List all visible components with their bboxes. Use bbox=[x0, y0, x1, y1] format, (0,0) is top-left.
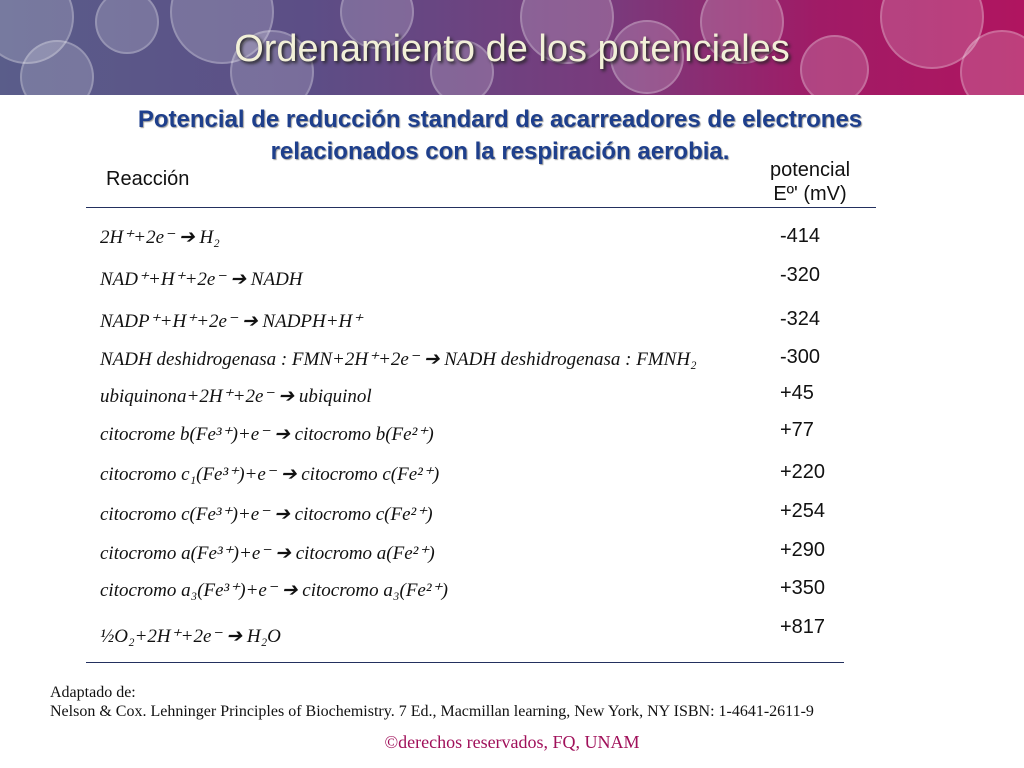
reaction-formula: citocrome b(Fe³⁺)+e⁻ ➔ citocromo b(Fe²⁺) bbox=[100, 424, 434, 445]
reaction-formula: citocromo c(Fe³⁺)+e⁻ ➔ citocromo c(Fe²⁺) bbox=[100, 504, 433, 525]
reaction-formula: NAD⁺+H⁺+2e⁻ ➔ NADH bbox=[100, 269, 303, 290]
column-header-potential bbox=[760, 158, 860, 206]
credit-citation: Nelson & Cox. Lehninger Principles of Biochemistry. 7 Ed., Macmillan learning, New York, NY ISBN: 1-4641-2611-9 bbox=[50, 703, 814, 720]
reaction-formula: ubiquinona+2H⁺+2e⁻ ➔ ubiquinol bbox=[100, 386, 372, 407]
potential-value: -300 bbox=[780, 346, 821, 368]
potential-value: +220 bbox=[780, 461, 826, 483]
table-bottom-rule bbox=[86, 662, 844, 663]
reaction-formula: citocromo a₃(Fe³⁺)+e⁻ ➔ citocromo a₃(Fe²⁺) bbox=[100, 580, 448, 601]
column-header-reaction: Reacción bbox=[106, 168, 190, 190]
column-header-potential-line-2: Eº' (mV) bbox=[773, 183, 847, 205]
potential-value: +290 bbox=[780, 539, 826, 561]
subtitle-line-2: relacionados con la respiración aerobia. bbox=[270, 138, 730, 165]
copyright-notice: ©derechos reservados, FQ, UNAM bbox=[384, 732, 640, 752]
potential-value: -320 bbox=[780, 264, 821, 286]
potential-value: +45 bbox=[780, 382, 814, 404]
reaction-formula: NADP⁺+H⁺+2e⁻ ➔ NADPH+H⁺ bbox=[100, 311, 363, 332]
reaction-formula: ½O₂+2H⁺+2e⁻ ➔ H₂O bbox=[100, 626, 281, 647]
potential-value: +254 bbox=[780, 500, 826, 522]
credit-label: Adaptado de: bbox=[50, 684, 136, 701]
potential-value: +77 bbox=[780, 419, 814, 441]
reaction-formula: NADH deshidrogenasa : FMN+2H⁺+2e⁻ ➔ NADH deshidrogenasa : FMNH₂ bbox=[100, 349, 697, 370]
slide-title: Ordenamiento de los potenciales bbox=[234, 28, 790, 70]
slide-header bbox=[0, 0, 1024, 95]
reaction-formula: citocromo a(Fe³⁺)+e⁻ ➔ citocromo a(Fe²⁺) bbox=[100, 543, 435, 564]
column-header-potential-line-1: potencial bbox=[769, 159, 851, 181]
reaction-formula: citocromo c₁(Fe³⁺)+e⁻ ➔ citocromo c(Fe²⁺) bbox=[100, 464, 440, 485]
subtitle-line-1: Potencial de reducción standard de acarreadores de electrones bbox=[137, 106, 863, 133]
potential-value: -324 bbox=[780, 308, 821, 330]
potential-value: -414 bbox=[780, 225, 821, 247]
potential-value: +817 bbox=[780, 616, 826, 638]
table-top-rule bbox=[86, 207, 876, 208]
reaction-formula: 2H⁺+2e⁻ ➔ H₂ bbox=[100, 227, 220, 248]
potential-value: +350 bbox=[780, 577, 826, 599]
